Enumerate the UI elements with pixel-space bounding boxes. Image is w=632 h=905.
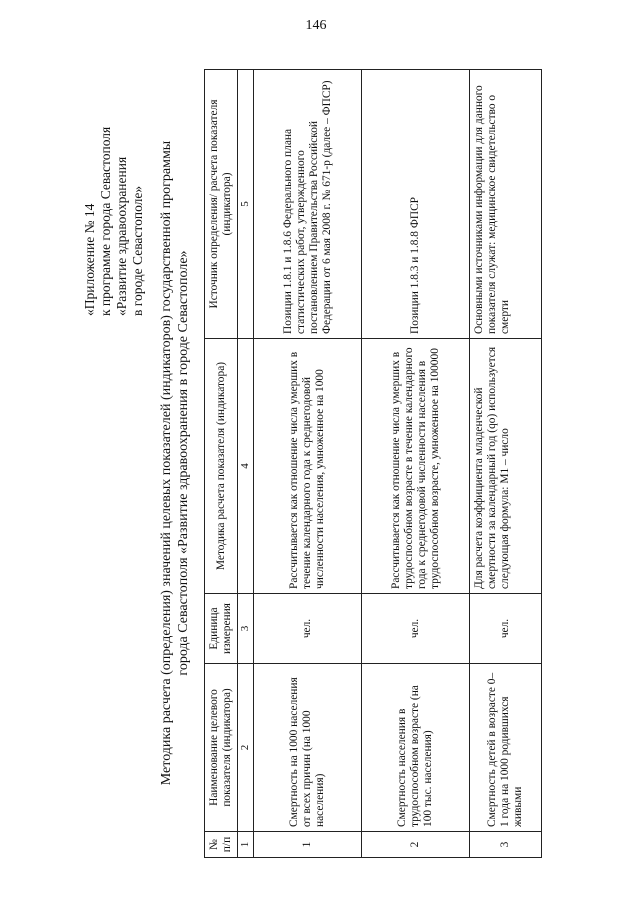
index-cell: 1 — [238, 832, 254, 858]
row-number: 1 — [254, 832, 362, 858]
header-cell-num: № п/п — [205, 832, 238, 858]
row-number: 2 — [362, 832, 470, 858]
appendix-header — [82, 127, 146, 316]
page-number: 146 — [305, 18, 327, 33]
indicator-unit: чел. — [362, 594, 470, 664]
table-header-row — [205, 70, 238, 858]
indicator-unit: чел. — [254, 594, 362, 664]
indicator-method: Рассчитывается как отношение числа умерших в течение календарного года к среднегодовой численности населения, умноженное на 1000 — [254, 339, 362, 594]
indicator-method: Рассчитывается как отношение числа умерших в трудоспособном возрасте в течение календарного года к среднегодовой численности населения в трудоспособном возрасте, умноженное на 100000 — [362, 339, 470, 594]
table-row — [470, 70, 542, 858]
indicator-name: Смертность детей в возрасте 0–1 года на 1000 родившихся живыми — [470, 664, 542, 832]
title-line: города Севастополя «Развитие здравоохранения в городе Севастополе» — [176, 250, 191, 676]
appendix-line: «Приложение № 14 — [82, 203, 97, 316]
row-number: 3 — [470, 832, 542, 858]
table-row — [362, 70, 470, 858]
indicator-method: Для расчета коэффициента младенческой смертности за календарный год (qo) используется следующая формула: M1 – число — [470, 339, 542, 594]
indicator-source: Позиции 1.8.1 и 1.8.6 Федерального плана статистических работ, утвержденного постановлением Правительства Российской Федерации от 6 мая 2008 г. № 671-р (далее – ФПСР) — [254, 70, 362, 339]
index-cell: 3 — [238, 594, 254, 664]
document-title — [158, 62, 192, 864]
rotated-page-content — [72, 62, 572, 864]
appendix-line: к программе города Севастополя — [98, 126, 113, 316]
indicator-source: Основными источниками информации для данного показателя служат: медицинское свидетельство о смерти — [470, 70, 542, 339]
indicators-table — [204, 69, 542, 858]
index-cell: 2 — [238, 664, 254, 832]
title-line: Методика расчета (определения) значений целевых показателей (индикаторов) государственной программы — [159, 140, 174, 786]
header-cell-name: Наименование целевого показателя (индикатора) — [205, 664, 238, 832]
indicator-name: Смертность населения в трудоспособном возрасте (на 100 тыс. населения) — [362, 664, 470, 832]
header-cell-source: Источник определения/ расчета показателя (индикатора) — [205, 70, 238, 339]
index-cell: 5 — [238, 70, 254, 339]
table-row — [254, 70, 362, 858]
indicator-unit: чел. — [470, 594, 542, 664]
header-cell-unit: Единица измерения — [205, 594, 238, 664]
indicator-name: Смертность на 1000 населения от всех причин (на 1000 населения) — [254, 664, 362, 832]
indicator-source: Позиции 1.8.3 и 1.8.8 ФПСР — [362, 70, 470, 339]
appendix-line: в городе Севастополе» — [130, 185, 145, 316]
index-cell: 4 — [238, 339, 254, 594]
header-cell-method: Методика расчета показателя (индикатора) — [205, 339, 238, 594]
appendix-line: «Развитие здравоохранения — [114, 156, 129, 316]
column-index-row — [238, 70, 254, 858]
